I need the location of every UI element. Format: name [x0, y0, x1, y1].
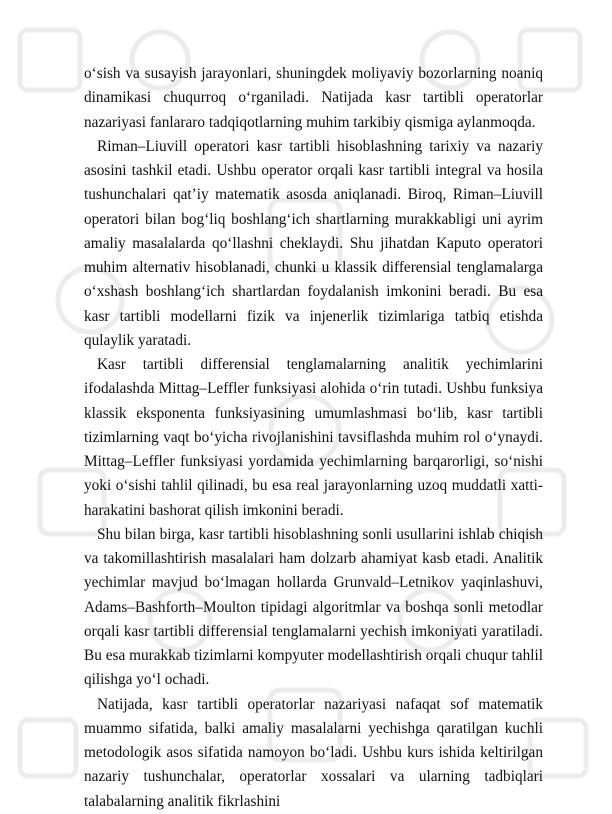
paragraph-numerical-methods: Shu bilan birga, kasr tartibli hisoblashning sonli usullarini ishlab chiqish va takomillashtirish masalalari ham dolzarb ahamiyat kasb etadi. Analitik yechimlar mavjud bo‘lmagan hollarda Grunvald–Letnikov yaqinlashuvi, Adams–Bashforth–Moulton tipidagi algoritmlar va boshqa sonli metodlar orqali kasr tartibli differensial tenglamalarni yechish imkoniyati yaratiladi. Bu esa murakkab tizimlarni kompyuter modellashtirish orqali chuqur tahlil qilishga yo‘l ochadi.	[84, 525, 543, 689]
paragraph-mittag-leffler: Kasr tartibli differensial tenglamalarning analitik yechimlarini ifodalashda Mittag–Leffler funksiyasi alohida o‘rin tutadi. Ushbu funksiya klassik eksponenta funksiyasining umumlashmasi bo‘lib, kasr tartibli tizimlarning vaqt bo‘yicha rivojlanishini tavsiflashda muhim rol o‘ynaydi. Mittag–Leffler funksiyasi yordamida yechimlarning barqarorligi, so‘nishi yoki o‘sishi tahlil qilinadi, bu esa real jarayonlarning uzoq muddatli xatti-harakatini bashorat qilish imkonini beradi.	[84, 356, 543, 519]
watermark-square	[20, 720, 76, 776]
paragraph-conclusion: Natijada, kasr tartibli operatorlar nazariyasi nafaqat sof matematik muammo sifatida, balki amaliy masalalarni yechishga qaratilgan kuchli metodologik asos sifatida namoyon bo‘ladi. Ushbu kurs ishida keltirilgan nazariy tushunchalar, operatorlar xossalari va ularning tadbiqlari talabalarning analitik fikrlashini	[84, 695, 543, 810]
watermark-square	[20, 30, 80, 90]
paragraph-continuation: o‘sish va susayish jarayonlari, shuningdek moliyaviy bozorlarning noaniq dinamikasi chuqurroq o‘rganiladi. Natijada kasr tartibli operatorlar nazariyasi fanlararo tadqiqotlarning muhim tarkibiy qismiga aylanmoqda.	[84, 65, 543, 131]
document-page	[84, 62, 543, 814]
paragraph-riman-liuvill: Riman–Liuvill operatori kasr tartibli hisoblashning tarixiy va nazariy asosini tashkil etadi. Ushbu operator orqali kasr tartibli integral va hosila tushunchalari qat’iy matematik asosda aniqlanadi. Biroq, Riman–Liuvill operatori bilan bog‘liq boshlang‘ich shartlarning murakkabligi uni ayrim amaliy masalalarda qo‘llashni cheklaydi. Shu jihatdan Kaputo operatori muhim alternativ hisoblanadi, chunki u klassik differensial tenglamalarga o‘xshash boshlang‘ich shartlardan foydalanish imkonini beradi. Bu esa kasr tartibli modellarni fizik va injenerlik tizimlariga tatbiq etishda qulaylik yaratadi.	[84, 137, 543, 349]
